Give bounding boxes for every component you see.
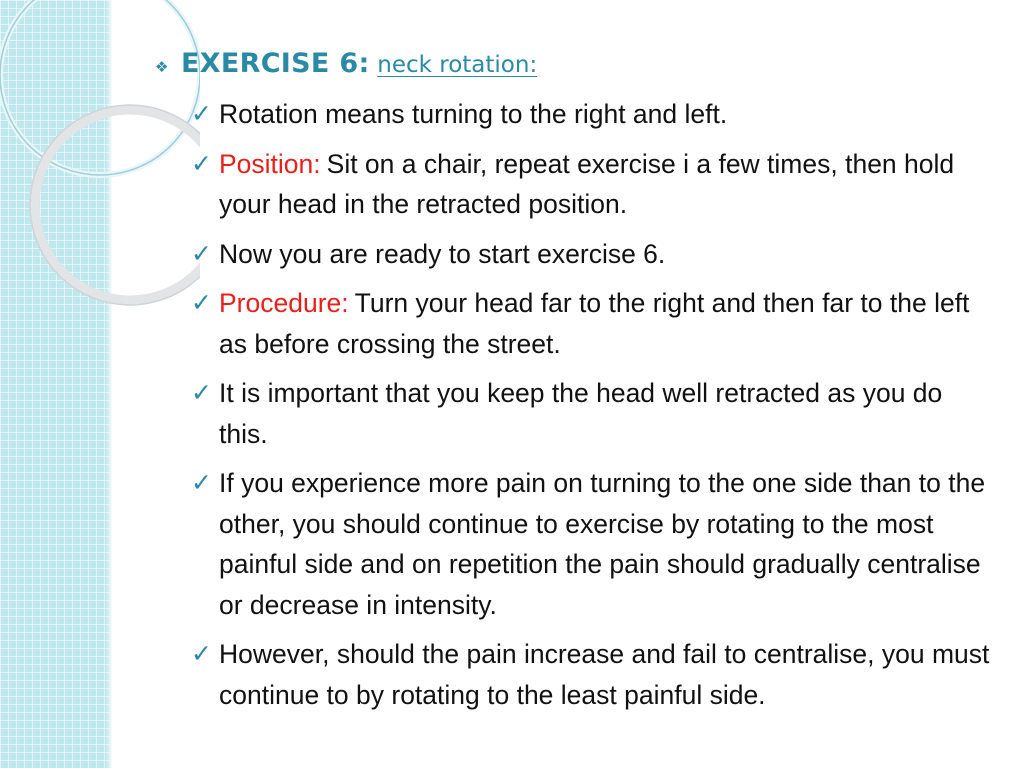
item-text: It is important that you keep the head well retracted as you do this. bbox=[219, 378, 943, 449]
list-item bbox=[155, 234, 995, 275]
checkmark-icon: ✓ bbox=[191, 148, 212, 178]
checklist bbox=[155, 94, 995, 715]
item-text: Turn your head far to the right and then far to the left as before crossing the street. bbox=[219, 288, 970, 359]
checkmark-icon: ✓ bbox=[191, 378, 212, 407]
item-text: However, should the pain increase and fail to centralise, you must continue to by rotating to the least painful side. bbox=[219, 639, 990, 710]
checkmark-icon: ✓ bbox=[191, 288, 212, 317]
list-item bbox=[155, 634, 995, 715]
heading-title: EXERCISE 6 bbox=[181, 48, 359, 79]
list-item bbox=[155, 144, 995, 225]
slide-heading bbox=[155, 48, 995, 90]
heading-subtitle: neck rotation: bbox=[377, 52, 538, 78]
item-text: If you experience more pain on turning to the one side than to the other, you should continue to exercise by rotating to the most painful side and on repetition the pain should gradually centralise or decrease in intensity. bbox=[219, 468, 986, 620]
item-text: Rotation means turning to the right and left. bbox=[219, 99, 728, 129]
item-text: Now you are ready to start exercise 6. bbox=[219, 238, 666, 269]
list-item bbox=[155, 463, 995, 625]
diamond-bullet-icon: ❖ bbox=[155, 58, 169, 76]
list-item bbox=[155, 94, 995, 135]
slide-content bbox=[155, 48, 995, 724]
item-text: Sit on a chair, repeat exercise i a few times, then hold your head in the retracted position. bbox=[219, 148, 955, 219]
checkmark-icon: ✓ bbox=[191, 99, 212, 128]
checkmark-icon: ✓ bbox=[191, 468, 212, 497]
list-item bbox=[155, 283, 995, 364]
list-item bbox=[155, 373, 995, 454]
heading-colon: : bbox=[358, 48, 370, 79]
item-label: Position: bbox=[219, 148, 321, 179]
checkmark-icon: ✓ bbox=[191, 639, 212, 668]
checkmark-icon: ✓ bbox=[191, 238, 212, 268]
item-label: Procedure: bbox=[219, 288, 349, 318]
